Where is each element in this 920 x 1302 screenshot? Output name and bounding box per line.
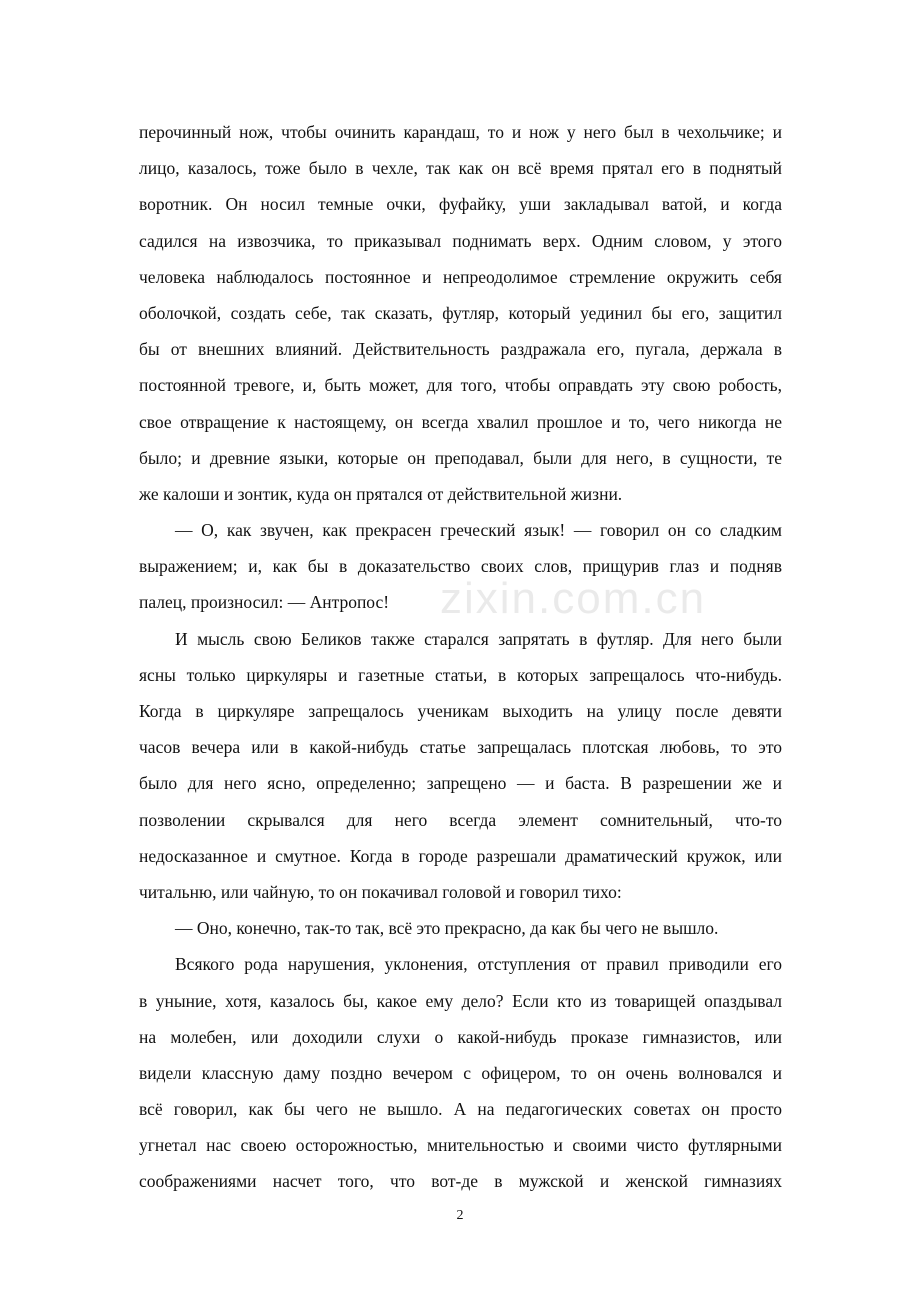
text-line: оболочкой, создать себе, так сказать, футляр, который уединил бы его, защитил [139,302,782,323]
text-line: позволении скрывался для него всегда элемент сомнительный, что-то [139,809,782,830]
text-line: лицо, казалось, тоже было в чехле, так как он всё время прятал его в поднятый [139,158,782,179]
text-line-paragraph-start: Всякого рода нарушения, уклонения, отступления от правил приводили его [175,954,782,975]
text-line: бы от внешних влияний. Действительность раздражала его, пугала, держала в [139,339,782,360]
page-number: 2 [456,1208,464,1223]
text-line: воротник. Он носил темные очки, фуфайку, уши закладывал ватой, и когда [139,194,782,215]
text-line: выражением; и, как бы в доказательство своих слов, прищурив глаз и подняв [139,556,782,577]
text-line: недосказанное и смутное. Когда в городе разрешали драматический кружок, или [139,845,782,866]
text-line: на молебен, или доходили слухи о какой-нибудь проказе гимназистов, или [139,1026,782,1047]
text-line: Когда в циркуляре запрещалось ученикам выходить на улицу после девяти [139,701,782,721]
text-line: в уныние, хотя, казалось бы, какое ему дело? Если кто из товарищей опаздывал [139,990,782,1011]
text-line: было; и древние языки, которые он преподавал, были для него, в сущности, те [139,447,782,468]
text-line: ясны только циркуляры и газетные статьи, в которых запрещалось что-нибудь. [139,664,782,685]
text-line-paragraph-start: И мысль свою Беликов также старался запрятать в футляр. Для него были [175,628,782,649]
text-line-paragraph-end: же калоши и зонтик, куда он прятался от действительной жизни. [139,483,623,504]
text-line: часов вечера или в какой-нибудь статье запрещалась плотская любовь, то это [139,737,782,758]
text-line: садился на извозчика, то приказывал поднимать верх. Одним словом, у этого [139,230,782,251]
text-line-paragraph-end: читальню, или чайную, то он покачивал головой и говорил тихо: [139,881,622,902]
text-line: перочинный нож, чтобы очинить карандаш, то и нож у него был в чехольчике; и [139,122,782,142]
text-line: свое отвращение к настоящему, он всегда хвалил прошлое и то, чего никогда не [139,411,782,432]
text-line-paragraph-end: палец, произносил: — Антропос! [139,592,390,613]
text-line: угнетал нас своею осторожностью, мнительностью и своими чисто футлярными [139,1135,782,1156]
text-line-dialogue: — Оно, конечно, так-то так, всё это прекрасно, да как бы чего не вышло. [175,918,719,939]
text-line: человека наблюдалось постоянное и непреодолимое стремление окружить себя [139,266,782,287]
text-line: видели классную даму поздно вечером с офицером, то он очень волновался и [139,1062,782,1083]
watermark: zixin.com.cn [440,574,707,623]
text-line: всё говорил, как бы чего не вышло. А на педагогических советах он просто [139,1099,782,1120]
text-line: постоянной тревоге, и, быть может, для того, чтобы оправдать эту свою робость, [139,375,782,396]
body-text [139,114,782,1200]
text-line: соображениями насчет того, что вот-де в мужской и женской гимназиях [139,1171,782,1192]
text-line: было для него ясно, определенно; запрещено — и баста. В разрешении же и [139,773,782,794]
text-line-paragraph-start: — О, как звучен, как прекрасен греческий язык! — говорил он со сладким [175,520,782,541]
